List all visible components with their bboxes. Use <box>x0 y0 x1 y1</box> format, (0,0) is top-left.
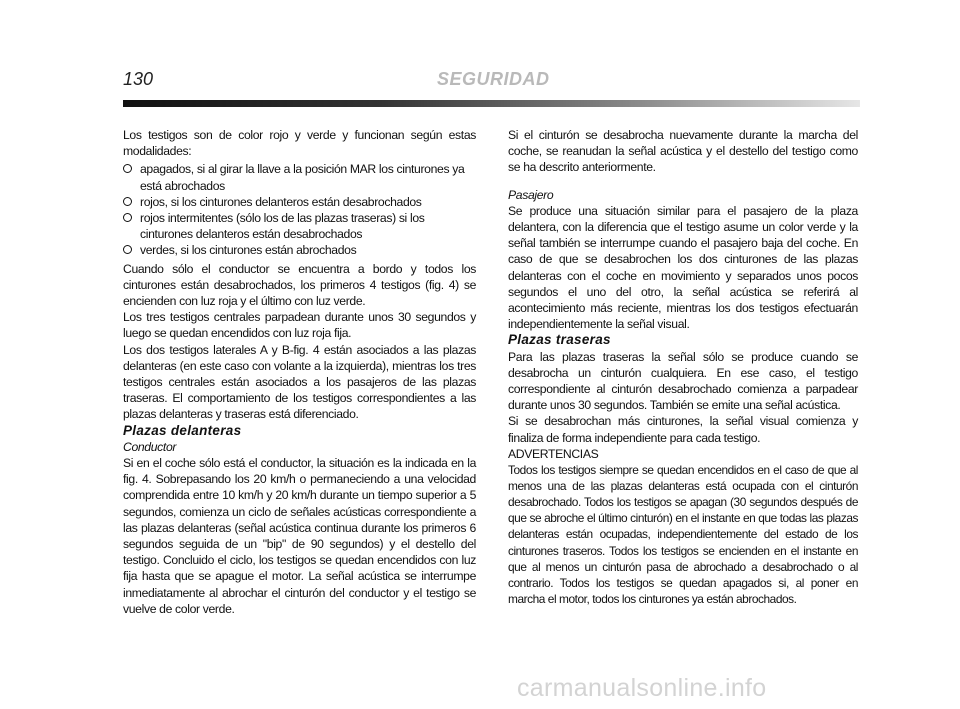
bullet-text: verdes, si los cinturones están abrochados <box>140 243 357 258</box>
paragraph: Los tres testigos centrales parpadean durante unos 30 segundos y luego se quedan encendidos con luz roja fija. <box>123 310 476 341</box>
watermark: carmanualsonline.info <box>517 674 767 702</box>
bullet-text: apagados, si al girar la llave a la posición MAR los cinturones ya está abrochados <box>140 162 465 193</box>
subheading-passenger: Pasajero <box>508 187 554 202</box>
warnings-text: Todos los testigos siempre se quedan encendidos en el caso de que al menos una de las plazas delanteras está ocupada con el cinturón desabrochado. Todos los testigos se apagan (30 segundos después de que se abroche el último cinturón) en el instante en que todas las plazas delanteras están ocupadas, independientemente del estado de los cinturones traseros. Todos los testigos se encienden en el instante en que al menos un cinturón pasa de abrochado a desabrochado o al contrario. Todos los testigos se quedan apagados si, al poner en marcha el motor, todos los cinturones ya están abrochados. <box>508 463 858 606</box>
status-bullet-list <box>123 161 476 258</box>
left-column <box>123 127 476 617</box>
header-rule <box>123 100 860 107</box>
list-item <box>123 161 476 193</box>
paragraph: Los dos testigos laterales A y B-fig. 4 están asociados a las plazas delanteras (en este caso con volante a la izquierda), mientras los tres testigos centrales están asociados a los pasajeros de las plazas traseras. El comportamiento de los testigos correspondientes a las plazas delanteras y traseras está diferenciado. <box>123 342 476 422</box>
intro-paragraph: Los testigos son de color rojo y verde y funcionan según estas modalidades: <box>123 128 476 159</box>
spacer <box>508 176 858 187</box>
heading-rear-seats: Plazas traseras <box>508 332 611 348</box>
bullet-text: rojos intermitentes (sólo los de las plazas traseras) si los cinturones delanteros están desabrochados <box>140 211 425 242</box>
heading-front-seats: Plazas delanteras <box>123 422 242 438</box>
right-column <box>508 127 858 607</box>
subheading-driver: Conductor <box>123 439 177 454</box>
warnings-heading: ADVERTENCIAS <box>508 446 599 461</box>
paragraph: Si en el coche sólo está el conductor, la situación es la indicada en la fig. 4. Sobrepasando los 20 km/h o permaneciendo a una velocidad comprendida entre 10 km/h y 20 km/h durante un tiempo superior a 5 segundos, comienza un ciclo de señales acústicas correspondiente a las plazas delanteras (señal acústica continua durante los primeros 6 segundos seguida de un "bip" de 90 segundos) y el destello del testigo. Concluido el ciclo, los testigos se quedan encendidos con luz fija hasta que se apague el motor. La señal acústica se interrumpe inmediatamente al abrochar el cinturón del conductor y el testigo se vuelve de color verde. <box>123 456 476 616</box>
bullet-circle-icon <box>123 164 132 173</box>
list-item <box>123 194 476 210</box>
bullet-text: rojos, si los cinturones delanteros están desabrochados <box>140 194 422 209</box>
bullet-circle-icon <box>123 197 132 206</box>
paragraph: Cuando sólo el conductor se encuentra a bordo y todos los cinturones están desabrochados, los primeros 4 testigos (fig. 4) se encienden con luz roja y el último con luz verde. <box>123 261 476 309</box>
bullet-circle-icon <box>123 213 132 222</box>
page-number: 130 <box>123 69 154 89</box>
bullet-circle-icon <box>123 245 132 254</box>
paragraph: Se produce una situación similar para el pasajero de la plaza delantera, con la diferencia que el testigo asume un color verde y la señal también se interrumpe cuando el pasajero baja del coche. En caso de que se desabrochen los dos cinturones de las plazas delanteras con el coche en movimiento y separados unos pocos segundos el uno del otro, la señal acústica se referirá al acontecimiento más reciente, mientras los dos testigos efectuarán independientemente la señal visual. <box>508 203 858 332</box>
list-item <box>123 210 476 242</box>
list-item <box>123 242 476 258</box>
paragraph: Si el cinturón se desabrocha nuevamente durante la marcha del coche, se reanudan la señal acústica y el destello del testigo como se ha descrito anteriormente. <box>508 128 858 175</box>
section-title: SEGURIDAD <box>437 69 550 89</box>
paragraph: Para las plazas traseras la señal sólo se produce cuando se desabrocha un cinturón cualquiera. En ese caso, el testigo correspondiente al cinturón desabrochado comienza a parpadear durante unos 30 segundos. También se emite una señal acústica. <box>508 349 858 413</box>
paragraph: Si se desabrochan más cinturones, la señal visual comienza y finaliza de forma independiente para cada testigo. <box>508 414 858 445</box>
